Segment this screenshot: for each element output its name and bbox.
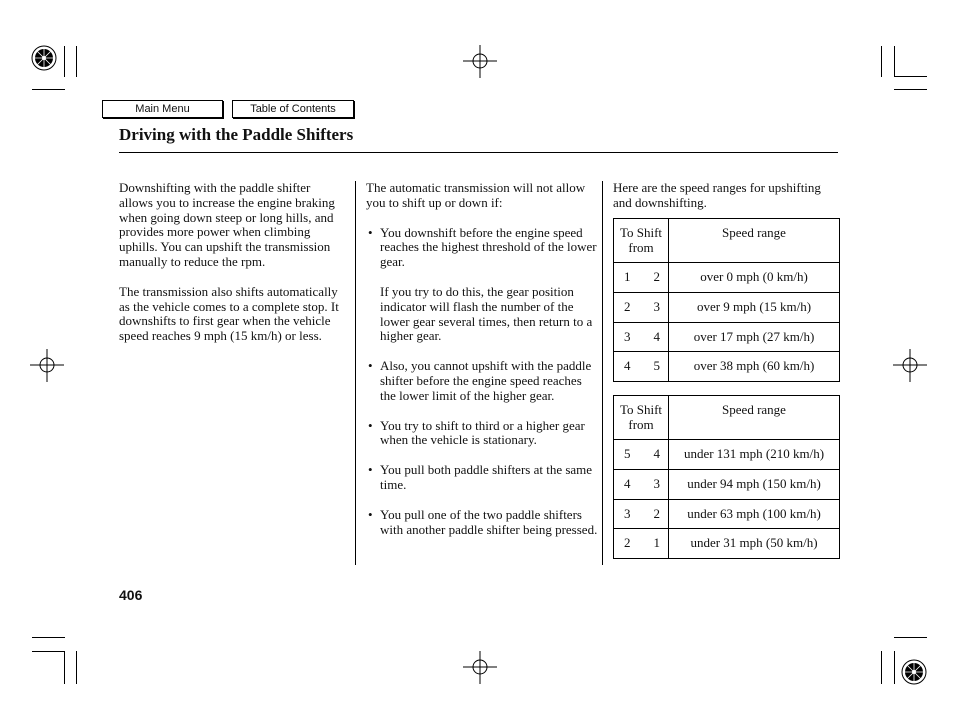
cell-gears: 3 2 [614,500,669,529]
bullet-text: You downshift before the engine speed reaches the highest threshold of the lower gear. [380,224,597,270]
cell-speed-range: over 9 mph (15 km/h) [669,293,840,323]
cell-gears: 4 3 [614,470,669,500]
table-header-row [614,219,840,263]
list-item [366,463,598,493]
cell-gears: 1 2 [614,263,669,293]
table-row [614,323,840,352]
table-header-row [614,396,840,440]
registration-mark-top [463,45,497,79]
table-of-contents-button[interactable]: Table of Contents [232,100,354,118]
cell-speed-range: over 38 mph (60 km/h) [669,352,840,382]
paragraph-indicator-note: If you try to do this, the gear position indicator will flash the number of the lower gear several times, then return to a higher gear. [380,283,593,344]
title-rule [119,152,838,153]
registration-mark-right [893,349,927,383]
column-divider-1 [355,181,356,565]
bullet-mark: • [368,506,373,522]
starburst-mark-bottom-right [900,658,928,686]
bullet-mark: • [368,417,373,433]
table-row [614,500,840,529]
bullet-text: You pull one of the two paddle shifters with another paddle shifter being pressed. [380,506,598,537]
downshift-speed-table [613,395,840,559]
cell-gears: 5 4 [614,440,669,470]
page-title: Driving with the Paddle Shifters [119,125,354,144]
header-speed-range: Speed range [669,219,840,263]
cell-speed-range: under 63 mph (100 km/h) [669,500,840,529]
paragraph-shift-conditions: The automatic transmission will not allow you to shift up or down if: [366,180,586,210]
cell-speed-range: under 31 mph (50 km/h) [669,529,840,559]
bullet-text: You pull both paddle shifters at the same time. [380,462,593,492]
bullet-mark: • [368,462,373,478]
bullet-mark: • [368,358,373,374]
cell-gears: 4 5 [614,352,669,382]
list-item [366,226,598,270]
table-row [614,440,840,470]
bullet-text: Also, you cannot upshift with the paddle shifter before the engine speed reaches the lower limit of the higher gear. [380,358,592,403]
upshift-speed-table [613,218,840,382]
header-to-shift-from: To Shift from [614,219,669,263]
column-1 [119,181,347,344]
paragraph-engine-braking: Downshifting with the paddle shifter allows you to increase the engine braking when going down steep or long hills, and provides more power when climbing uphills. You can upshift the transmission manually to reduce the rpm. [119,180,335,269]
starburst-mark-top-left [30,44,58,72]
cell-gears: 2 1 [614,529,669,559]
list-item [366,359,598,403]
column-3 [613,181,839,211]
bullet-mark: • [368,224,373,240]
column-divider-2 [602,181,603,565]
table-row [614,263,840,293]
table-row [614,352,840,382]
cell-speed-range: under 131 mph (210 km/h) [669,440,840,470]
cell-gears: 2 3 [614,293,669,323]
main-menu-button[interactable]: Main Menu [102,100,223,118]
list-item [366,419,598,449]
table-row [614,529,840,559]
registration-mark-bottom [463,651,497,685]
header-speed-range: Speed range [669,396,840,440]
list-item [366,508,598,538]
column-2 [366,181,598,537]
cell-speed-range: over 17 mph (27 km/h) [669,323,840,352]
page-number: 406 [119,587,143,603]
cell-speed-range: under 94 mph (150 km/h) [669,470,840,500]
cell-speed-range: over 0 mph (0 km/h) [669,263,840,293]
table-row [614,470,840,500]
header-to-shift-from: To Shift from [614,396,669,440]
bullet-text: You try to shift to third or a higher gear when the vehicle is stationary. [380,417,585,448]
registration-mark-left [30,349,64,383]
paragraph-speed-ranges: Here are the speed ranges for upshifting and downshifting. [613,180,821,210]
table-row [614,293,840,323]
cell-gears: 3 4 [614,323,669,352]
paragraph-auto-downshift: The transmission also shifts automatically as the vehicle comes to a complete stop. It downshifts to first gear when the vehicle speed reaches 9 mph (15 km/h) or less. [119,283,339,344]
